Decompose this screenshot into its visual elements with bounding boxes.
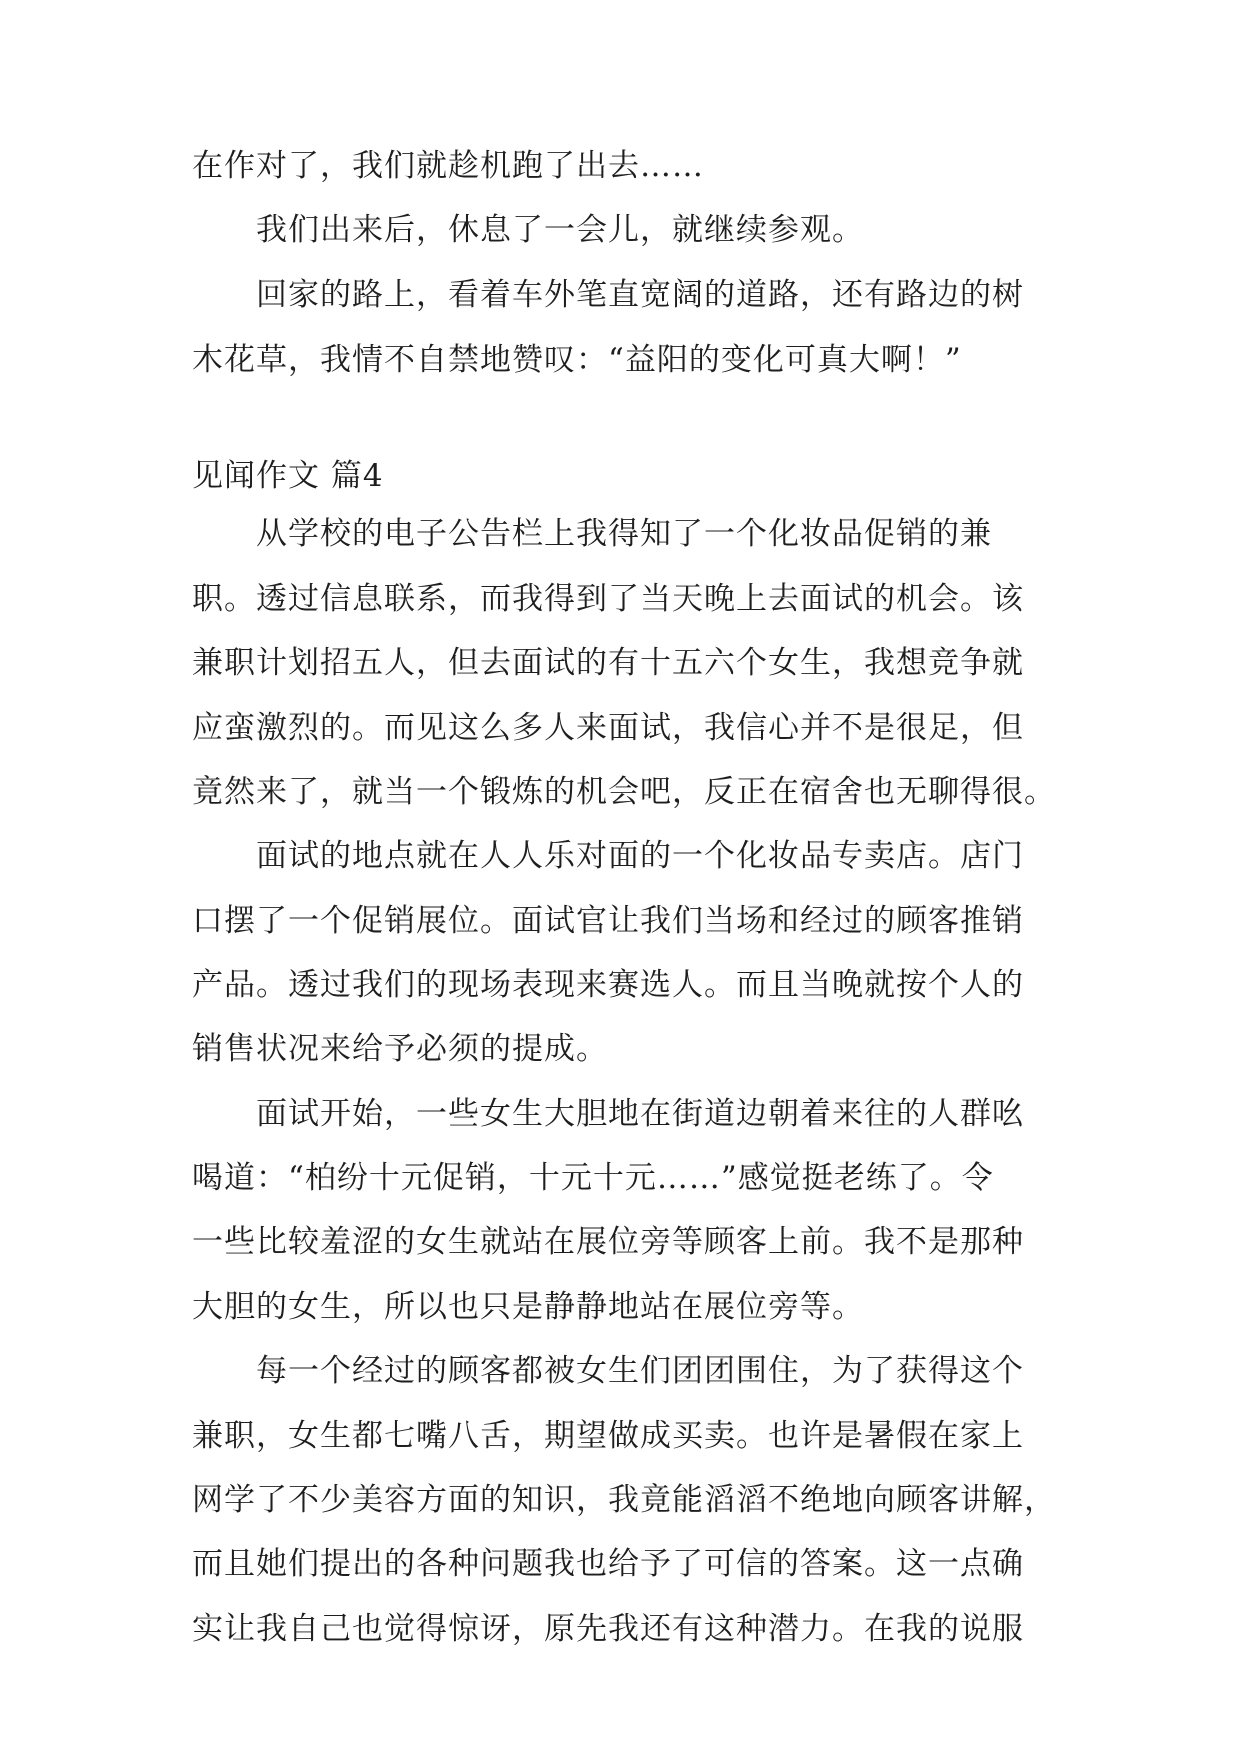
text-line: 喝道：“柏纷十元促销，十元十元……”感觉挺老练了。令 xyxy=(192,1160,994,1196)
text-line: 应蛮激烈的。而见这么多人来面试，我信心并不是很足，但 xyxy=(192,710,1024,746)
text-line: 兼职计划招五人，但去面试的有十五六个女生，我想竞争就 xyxy=(192,645,1024,681)
text-line: 大胆的女生，所以也只是静静地站在展位旁等。 xyxy=(192,1289,864,1325)
section-heading: 见闻作文 篇4 xyxy=(192,458,384,494)
text-line: 一些比较羞涩的女生就站在展位旁等顾客上前。我不是那种 xyxy=(192,1224,1024,1260)
text-line: 产品。透过我们的现场表现来赛选人。而且当晚就按个人的 xyxy=(192,967,1024,1003)
text-line: 竟然来了，就当一个锻炼的机会吧，反正在宿舍也无聊得很。 xyxy=(192,774,1056,810)
text-line: 口摆了一个促销展位。面试官让我们当场和经过的顾客推销 xyxy=(192,903,1024,939)
text-line: 从学校的电子公告栏上我得知了一个化妆品促销的兼 xyxy=(256,516,992,552)
text-line: 面试开始，一些女生大胆地在街道边朝着来往的人群吆 xyxy=(256,1096,1024,1132)
text-line: 在作对了，我们就趁机跑了出去…… xyxy=(192,148,704,184)
text-line: 实让我自己也觉得惊讶，原先我还有这种潜力。在我的说服 xyxy=(192,1611,1024,1647)
text-line: 而且她们提出的各种问题我也给予了可信的答案。这一点确 xyxy=(192,1546,1024,1582)
text-line: 网学了不少美容方面的知识，我竟能滔滔不绝地向顾客讲解， xyxy=(192,1482,1056,1518)
text-line: 销售状况来给予必须的提成。 xyxy=(192,1031,608,1067)
text-line: 兼职，女生都七嘴八舌，期望做成买卖。也许是暑假在家上 xyxy=(192,1418,1024,1454)
text-line: 每一个经过的顾客都被女生们团团围住，为了获得这个 xyxy=(256,1353,1024,1389)
text-line: 木花草，我情不自禁地赞叹：“益阳的变化可真大啊！” xyxy=(192,342,962,378)
text-line: 面试的地点就在人人乐对面的一个化妆品专卖店。店门 xyxy=(256,838,1024,874)
text-line: 回家的路上，看着车外笔直宽阔的道路，还有路边的树 xyxy=(256,277,1024,313)
text-line: 职。透过信息联系，而我得到了当天晚上去面试的机会。该 xyxy=(192,581,1024,617)
text-line: 我们出来后，休息了一会儿，就继续参观。 xyxy=(256,212,864,248)
